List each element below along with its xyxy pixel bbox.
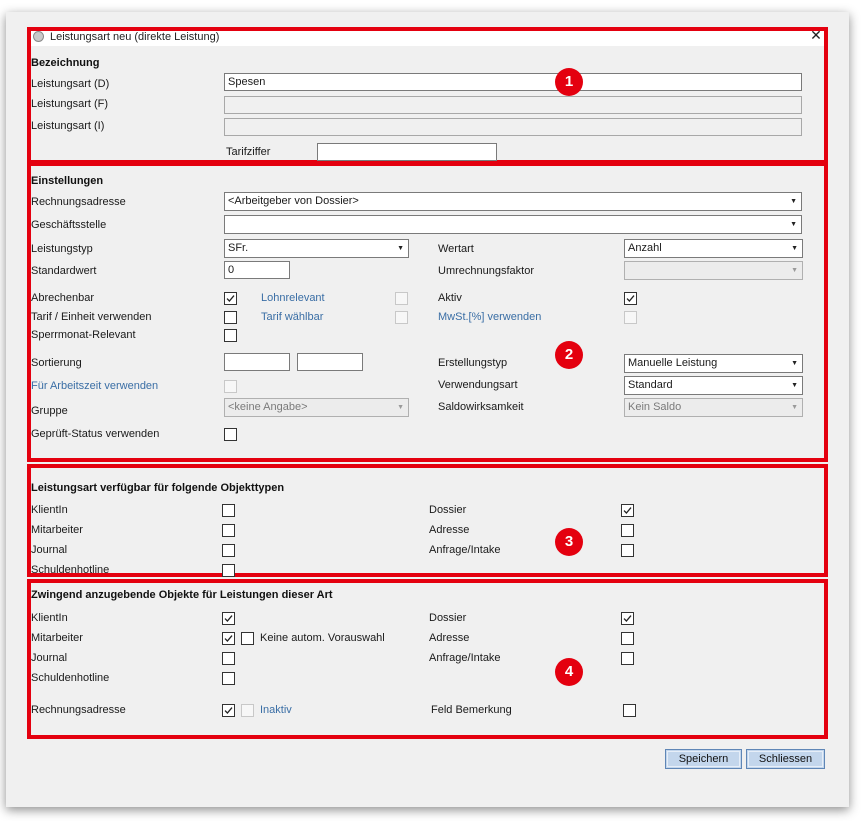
s4-anfrage-label: Anfrage/Intake — [429, 652, 501, 664]
wertart-value: Anzahl — [628, 242, 662, 254]
checkmark-icon — [224, 706, 233, 715]
checkmark-icon — [623, 506, 632, 515]
s3-mitarbeiter-checkbox[interactable] — [222, 524, 235, 537]
s4-anfrage-checkbox[interactable] — [621, 652, 634, 665]
s4-adresse-label: Adresse — [429, 632, 470, 644]
marker-1: 1 — [555, 68, 583, 96]
s4-journal-checkbox[interactable] — [222, 652, 235, 665]
s3-klientin-label: KlientIn — [31, 504, 68, 516]
tarif-waehlbar-label: Tarif wählbar — [261, 311, 324, 323]
chevron-down-icon: ▼ — [791, 267, 798, 274]
section-title-zwingend: Zwingend anzugebende Objekte für Leistungen dieser Art — [31, 589, 333, 601]
marker-3: 3 — [555, 528, 583, 556]
leistungsart-d-label: Leistungsart (D) — [31, 78, 110, 90]
s3-dossier-label: Dossier — [429, 504, 467, 516]
leistungstyp-select[interactable] — [224, 239, 409, 258]
lohnrelevant-label: Lohnrelevant — [261, 292, 325, 304]
arbeitszeit-label: Für Arbeitszeit verwenden — [31, 380, 159, 392]
section-title-einstellungen: Einstellungen — [31, 175, 104, 187]
sortierung-label: Sortierung — [31, 357, 82, 369]
abrechenbar-label: Abrechenbar — [31, 292, 94, 304]
sortierung-input-2[interactable] — [297, 353, 363, 371]
checkmark-icon — [626, 294, 635, 303]
geschaeftsstelle-label: Geschäftsstelle — [31, 219, 107, 231]
standardwert-input[interactable]: 0 — [224, 261, 290, 279]
s4-inaktiv-label: Inaktiv — [260, 704, 292, 716]
tarifziffer-input[interactable] — [317, 143, 497, 161]
sortierung-input-1[interactable] — [224, 353, 290, 371]
marker-2: 2 — [555, 341, 583, 369]
chevron-down-icon: ▼ — [791, 382, 798, 389]
s3-adresse-checkbox[interactable] — [621, 524, 634, 537]
chevron-down-icon: ▼ — [790, 198, 797, 205]
chevron-down-icon: ▼ — [397, 404, 404, 411]
s4-inaktiv-checkbox[interactable] — [241, 704, 254, 717]
s4-mitarbeiter-checkbox[interactable] — [222, 632, 235, 645]
leistungsart-f-label: Leistungsart (F) — [31, 98, 109, 110]
s4-journal-label: Journal — [31, 652, 68, 664]
s4-schuldenhotline-checkbox[interactable] — [222, 672, 235, 685]
section-title-bezeichnung: Bezeichnung — [31, 57, 100, 69]
s4-keine-vorauswahl-label: Keine autom. Vorauswahl — [260, 632, 385, 644]
arbeitszeit-checkbox[interactable] — [224, 380, 237, 393]
leistungstyp-value: SFr. — [228, 242, 249, 254]
mwst-checkbox[interactable] — [624, 311, 637, 324]
s4-feld-bemerkung-checkbox[interactable] — [623, 704, 636, 717]
close-button[interactable]: Schliessen — [746, 749, 825, 769]
leistungsart-f-input[interactable] — [224, 96, 802, 114]
aktiv-label: Aktiv — [438, 292, 462, 304]
tarifziffer-label: Tarifziffer — [226, 146, 271, 158]
saldowirksamkeit-value: Kein Saldo — [628, 401, 682, 413]
section-title-verfuegbar: Leistungsart verfügbar für folgende Objekttypen — [31, 482, 285, 494]
s3-anfrage-label: Anfrage/Intake — [429, 544, 501, 556]
chevron-down-icon: ▼ — [791, 404, 798, 411]
s3-mitarbeiter-label: Mitarbeiter — [31, 524, 83, 536]
tarif-einheit-label: Tarif / Einheit verwenden — [31, 311, 152, 323]
rechnungsadresse-select[interactable] — [224, 192, 802, 211]
leistungstyp-label: Leistungstyp — [31, 243, 93, 255]
saldowirksamkeit-label: Saldowirksamkeit — [438, 401, 524, 413]
gruppe-label: Gruppe — [31, 405, 68, 417]
geprueft-checkbox[interactable] — [224, 428, 237, 441]
close-icon[interactable]: ✕ — [810, 27, 822, 43]
umrechnungsfaktor-label: Umrechnungsfaktor — [438, 265, 534, 277]
erstellungstyp-value: Manuelle Leistung — [628, 357, 718, 369]
checkmark-icon — [224, 634, 233, 643]
s4-keine-vorauswahl-checkbox[interactable] — [241, 632, 254, 645]
rechnungsadresse-label: Rechnungsadresse — [31, 196, 126, 208]
chevron-down-icon: ▼ — [791, 245, 798, 252]
s3-journal-label: Journal — [31, 544, 68, 556]
chevron-down-icon: ▼ — [397, 245, 404, 252]
checkmark-icon — [623, 614, 632, 623]
s3-journal-checkbox[interactable] — [222, 544, 235, 557]
highlight-box-4 — [27, 579, 828, 739]
s4-dossier-checkbox[interactable] — [621, 612, 634, 625]
abrechenbar-checkbox[interactable] — [224, 292, 237, 305]
s3-dossier-checkbox[interactable] — [621, 504, 634, 517]
highlight-box-3 — [27, 464, 828, 577]
tarif-einheit-checkbox[interactable] — [224, 311, 237, 324]
leistungsart-i-label: Leistungsart (I) — [31, 120, 105, 132]
s4-mitarbeiter-label: Mitarbeiter — [31, 632, 83, 644]
aktiv-checkbox[interactable] — [624, 292, 637, 305]
verwendungsart-label: Verwendungsart — [438, 379, 518, 391]
s4-dossier-label: Dossier — [429, 612, 467, 624]
mwst-label: MwSt.[%] verwenden — [438, 311, 542, 323]
umrechnungsfaktor-select[interactable] — [624, 261, 803, 280]
s3-schuldenhotline-label: Schuldenhotline — [31, 564, 110, 576]
marker-4: 4 — [555, 658, 583, 686]
s4-rechnungsadresse-label: Rechnungsadresse — [31, 704, 126, 716]
leistungsart-i-input[interactable] — [224, 118, 802, 136]
chevron-down-icon: ▼ — [790, 221, 797, 228]
s3-anfrage-checkbox[interactable] — [621, 544, 634, 557]
s4-klientin-label: KlientIn — [31, 612, 68, 624]
geschaeftsstelle-select[interactable] — [224, 215, 802, 234]
save-button[interactable]: Speichern — [665, 749, 742, 769]
s4-schuldenhotline-label: Schuldenhotline — [31, 672, 110, 684]
s3-schuldenhotline-checkbox[interactable] — [222, 564, 235, 577]
s4-adresse-checkbox[interactable] — [621, 632, 634, 645]
leistungsart-d-input[interactable]: Spesen — [224, 73, 802, 91]
saldowirksamkeit-select[interactable] — [624, 398, 803, 417]
s4-klientin-checkbox[interactable] — [222, 612, 235, 625]
s4-rechnungsadresse-checkbox[interactable] — [222, 704, 235, 717]
verwendungsart-value: Standard — [628, 379, 673, 391]
gruppe-select[interactable] — [224, 398, 409, 417]
erstellungstyp-select[interactable] — [624, 354, 803, 373]
s3-adresse-label: Adresse — [429, 524, 470, 536]
lohnrelevant-checkbox[interactable] — [395, 292, 408, 305]
geprueft-label: Geprüft-Status verwenden — [31, 428, 160, 440]
window-title: Leistungsart neu (direkte Leistung) — [50, 31, 220, 43]
wertart-select[interactable] — [624, 239, 803, 258]
checkmark-icon — [224, 614, 233, 623]
checkmark-icon — [226, 294, 235, 303]
sperrmonat-checkbox[interactable] — [224, 329, 237, 342]
wertart-label: Wertart — [438, 243, 474, 255]
gruppe-value: <keine Angabe> — [228, 401, 308, 413]
rechnungsadresse-value: <Arbeitgeber von Dossier> — [228, 195, 359, 207]
verwendungsart-select[interactable] — [624, 376, 803, 395]
standardwert-label: Standardwert — [31, 265, 97, 277]
s3-klientin-checkbox[interactable] — [222, 504, 235, 517]
s4-feld-bemerkung-label: Feld Bemerkung — [431, 704, 512, 716]
tarif-waehlbar-checkbox[interactable] — [395, 311, 408, 324]
sperrmonat-label: Sperrmonat-Relevant — [31, 329, 136, 341]
erstellungstyp-label: Erstellungstyp — [438, 357, 508, 369]
chevron-down-icon: ▼ — [791, 360, 798, 367]
